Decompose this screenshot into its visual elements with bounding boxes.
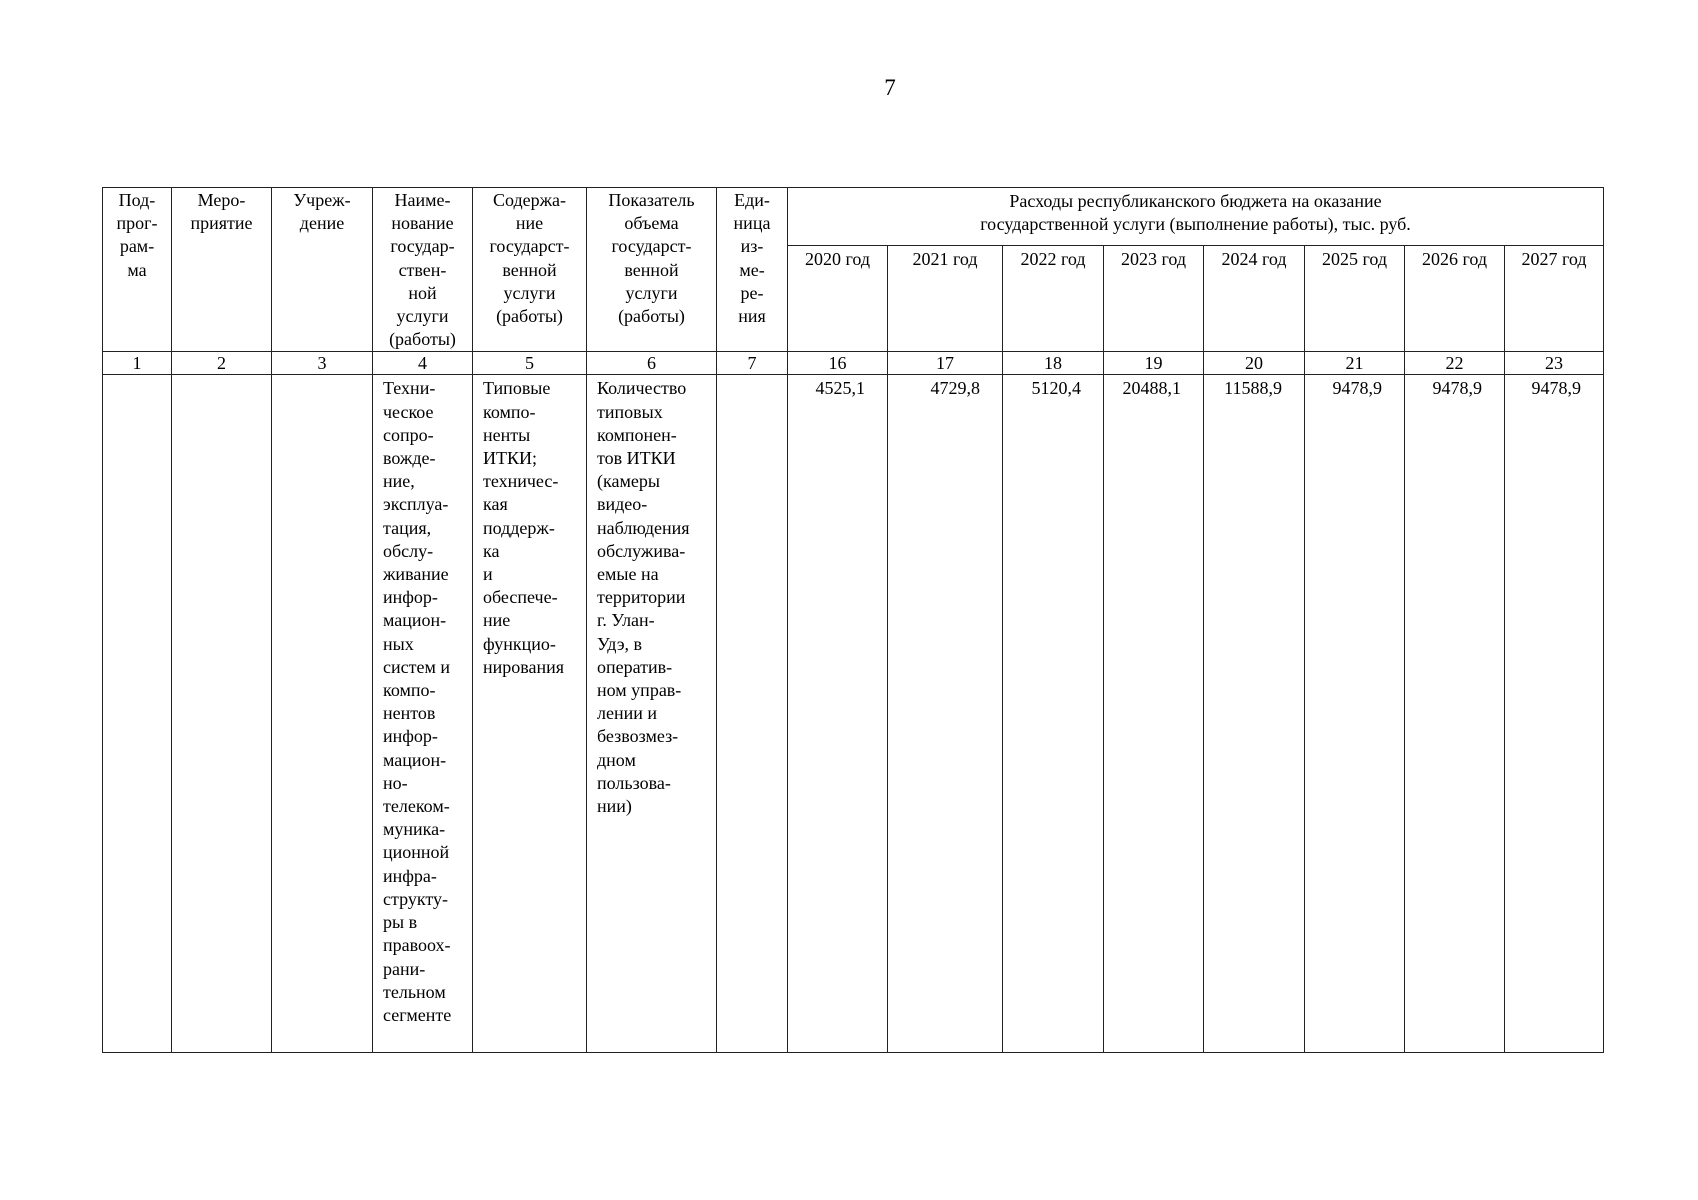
cell-value-2020: 4525,1 — [788, 375, 888, 1053]
header-subprogram: Под- прог- рам- ма — [103, 188, 172, 352]
header-row-1 — [103, 188, 1604, 246]
header-expenses-group: Расходы республиканского бюджета на оказание государственной услуги (выполнение работы), тыс. руб. — [788, 188, 1604, 246]
cell-value-2026: 9478,9 — [1405, 375, 1505, 1053]
header-year: 2022 год — [1003, 246, 1104, 352]
column-number: 20 — [1204, 352, 1305, 375]
column-number: 21 — [1305, 352, 1405, 375]
column-number: 4 — [373, 352, 473, 375]
column-number-row — [103, 352, 1604, 375]
header-unit: Еди- ница из- ме- ре- ния — [717, 188, 788, 352]
header-year: 2021 год — [888, 246, 1003, 352]
column-number: 23 — [1505, 352, 1604, 375]
table-row — [103, 375, 1604, 1053]
cell-service-content: Типовые компо- ненты ИТКИ; техничес- кая поддерж- ка и обеспече- ние функцио- нирования — [473, 375, 587, 1053]
header-year: 2023 год — [1104, 246, 1204, 352]
cell-volume-indicator: Количество типовых компонен- тов ИТКИ (камеры видео- наблюдения обслужива- емые на территории г. Улан- Удэ, в оператив- ном управ- лении и безвозмез- дном пользова- нии) — [587, 375, 717, 1053]
header-year: 2025 год — [1305, 246, 1405, 352]
header-volume-indicator: Показатель объема государст- венной услуги (работы) — [587, 188, 717, 352]
column-number: 2 — [172, 352, 272, 375]
cell-value-2021: 4729,8 — [888, 375, 1003, 1053]
cell-subprogram — [103, 375, 172, 1053]
header-institution: Учреж- дение — [272, 188, 373, 352]
cell-value-2025: 9478,9 — [1305, 375, 1405, 1053]
column-number: 18 — [1003, 352, 1104, 375]
cell-institution — [272, 375, 373, 1053]
cell-unit — [717, 375, 788, 1053]
cell-value-2023: 20488,1 — [1104, 375, 1204, 1053]
header-service-name: Наиме- нование государ- ствен- ной услуги (работы) — [373, 188, 473, 352]
header-service-content: Содержа- ние государст- венной услуги (работы) — [473, 188, 587, 352]
column-number: 5 — [473, 352, 587, 375]
header-measure: Меро- приятие — [172, 188, 272, 352]
header-year: 2024 год — [1204, 246, 1305, 352]
column-number: 16 — [788, 352, 888, 375]
cell-value-2027: 9478,9 — [1505, 375, 1604, 1053]
header-year: 2026 год — [1405, 246, 1505, 352]
header-year: 2027 год — [1505, 246, 1604, 352]
cell-service-name: Техни- ческое сопро- вожде- ние, эксплуа- тация, обслу- живание инфор- мацион- ных систем и компо- нентов инфор- мацион- но- телеком- муника- ционной инфра- структу- ры в правоох- рани- тельном сегменте — [373, 375, 473, 1053]
page-number: 7 — [884, 75, 896, 100]
column-number: 17 — [888, 352, 1003, 375]
budget-table — [102, 187, 1604, 1053]
cell-value-2024: 11588,9 — [1204, 375, 1305, 1053]
column-number: 22 — [1405, 352, 1505, 375]
header-year: 2020 год — [788, 246, 888, 352]
cell-value-2022: 5120,4 — [1003, 375, 1104, 1053]
column-number: 19 — [1104, 352, 1204, 375]
column-number: 3 — [272, 352, 373, 375]
column-number: 1 — [103, 352, 172, 375]
column-number: 7 — [717, 352, 788, 375]
cell-measure — [172, 375, 272, 1053]
column-number: 6 — [587, 352, 717, 375]
